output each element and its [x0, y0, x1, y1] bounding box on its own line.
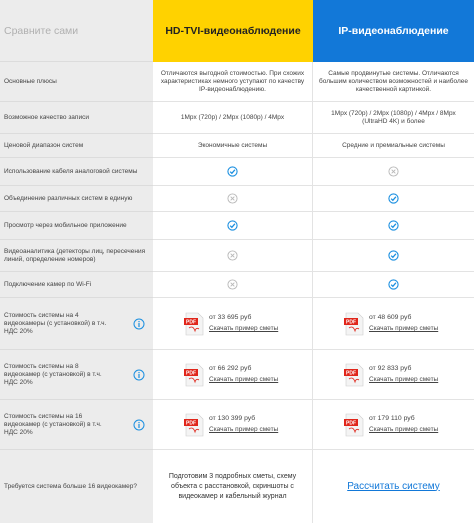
check-icon: [227, 220, 238, 231]
ip-cost8-cell: [313, 350, 474, 400]
pdf-icon[interactable]: [183, 413, 205, 437]
tvi-wifi-cell: [153, 272, 313, 298]
ip-price-16: от 179 110 руб: [369, 415, 415, 422]
tvi-price-4: от 33 695 руб: [209, 314, 252, 321]
svg-text:PDF: PDF: [346, 370, 356, 376]
table-row: [0, 62, 474, 102]
row-label: [0, 298, 153, 350]
pdf-icon[interactable]: [343, 363, 365, 387]
table-header: [0, 0, 474, 62]
row-label: [0, 400, 153, 450]
tvi-analytics-cell: [153, 240, 313, 272]
row-label: Ценовой диапазон систем: [0, 134, 153, 158]
ip-cost16-cell: [313, 400, 474, 450]
table-row: [0, 450, 474, 523]
ip-price-4: от 48 609 руб: [369, 314, 412, 321]
tvi-price-range: Экономичные системы: [153, 134, 313, 158]
svg-text:PDF: PDF: [346, 319, 356, 325]
row-label: Основные плюсы: [0, 62, 153, 102]
cross-icon: [227, 193, 238, 204]
tvi-advantages: Отличаются выгодной стоимостью. При схожих характеристиках немного уступают по качеству IP-видеонаблюдению.: [153, 62, 313, 102]
tvi-combine-cell: [153, 186, 313, 212]
tvi-cost16-cell: [153, 400, 313, 450]
row-label: Видеоаналитика (детекторы лиц, пересечения линий, определение номеров): [0, 240, 153, 272]
table-row: [0, 240, 474, 272]
check-icon: [388, 220, 399, 231]
table-row: [0, 102, 474, 134]
row-label: Объединение различных систем в единую: [0, 186, 153, 212]
table-row: [0, 298, 474, 350]
check-icon: [388, 250, 399, 261]
row-label: Требуется система больше 16 видеокамер?: [0, 450, 153, 523]
info-icon[interactable]: [133, 419, 145, 431]
download-estimate-link[interactable]: Скачать пример сметы: [369, 426, 439, 433]
table-row: [0, 212, 474, 240]
table-row: [0, 134, 474, 158]
ip-analytics-cell: [313, 240, 474, 272]
download-estimate-link[interactable]: Скачать пример сметы: [209, 426, 279, 433]
row-label: [0, 350, 153, 400]
ip-cost4-cell: [313, 298, 474, 350]
check-icon: [388, 193, 399, 204]
ip-analog-cable-cell: [313, 158, 474, 186]
ip-price-range: Средние и премиальные системы: [313, 134, 474, 158]
tvi-cost4-cell: [153, 298, 313, 350]
svg-text:PDF: PDF: [346, 420, 356, 426]
tvi-price-16: от 130 399 руб: [209, 415, 256, 422]
calculate-system-link[interactable]: Рассчитать систему: [347, 480, 440, 492]
tvi-analog-cable-cell: [153, 158, 313, 186]
download-estimate-link[interactable]: Скачать пример сметы: [209, 325, 279, 332]
svg-text:PDF: PDF: [186, 420, 196, 426]
table-row: [0, 350, 474, 400]
cross-icon: [227, 250, 238, 261]
download-estimate-link[interactable]: Скачать пример сметы: [209, 376, 279, 383]
svg-text:PDF: PDF: [186, 319, 196, 325]
ip-price-8: от 92 833 руб: [369, 365, 412, 372]
ip-quality: 1Mpx (720p) / 2Mpx (1080p) / 4Mpx / 8Mpx (UltraHD 4K) и более: [313, 102, 474, 134]
compare-heading: Сравните сами: [0, 0, 153, 62]
ip-advantages: Самые продвинутые системы. Отличаются большим количеством возможностей и наиболее качественной картинкой.: [313, 62, 474, 102]
pdf-icon[interactable]: [343, 312, 365, 336]
table-row: [0, 186, 474, 212]
tvi-quality: 1Mpx (720p) / 2Mpx (1080p) / 4Mpx: [153, 102, 313, 134]
ip-wifi-cell: [313, 272, 474, 298]
price-block: [369, 365, 438, 384]
info-icon[interactable]: [133, 318, 145, 330]
row-label: Использование кабеля аналоговой системы: [0, 158, 153, 186]
download-estimate-link[interactable]: Скачать пример сметы: [369, 325, 439, 332]
cross-icon: [388, 166, 399, 177]
row-label-text: Стоимость системы на 4 видеокамеры (с установкой) в т.ч. НДС 20%: [4, 311, 107, 335]
price-block: [209, 415, 278, 434]
check-icon: [227, 166, 238, 177]
price-block: [369, 314, 438, 333]
ip-calc-cell: [313, 450, 474, 523]
svg-text:PDF: PDF: [186, 370, 196, 376]
tvi-mobile-cell: [153, 212, 313, 240]
tvi-cost8-cell: [153, 350, 313, 400]
pdf-icon[interactable]: [343, 413, 365, 437]
table-row: [0, 400, 474, 450]
pdf-icon[interactable]: [183, 312, 205, 336]
price-block: [369, 415, 438, 434]
table-row: [0, 272, 474, 298]
row-label-text: Стоимость системы на 16 видеокамер (с установкой) в т.ч. НДС 20%: [4, 412, 102, 436]
ip-combine-cell: [313, 186, 474, 212]
row-label: Просмотр через мобильное приложение: [0, 212, 153, 240]
pdf-icon[interactable]: [183, 363, 205, 387]
tvi-price-8: от 66 292 руб: [209, 365, 252, 372]
ip-mobile-cell: [313, 212, 474, 240]
download-estimate-link[interactable]: Скачать пример сметы: [369, 376, 439, 383]
price-block: [209, 314, 278, 333]
row-label: Возможное качество записи: [0, 102, 153, 134]
cross-icon: [227, 279, 238, 290]
tvi-offer-text: Подготовим 3 подробных сметы, схему объекта с расстановкой, скриншоты с видеокамер и кабельный журнал: [153, 450, 313, 523]
ip-column-title: IP-видеонаблюдение: [313, 0, 474, 62]
price-block: [209, 365, 278, 384]
tvi-column-title: HD-TVI-видеонаблюдение: [153, 0, 313, 62]
row-label: Подключение камер по Wi-Fi: [0, 272, 153, 298]
check-icon: [388, 279, 399, 290]
row-label-text: Стоимость системы на 8 видеокамер (с установкой) в т.ч. НДС 20%: [4, 362, 102, 386]
info-icon[interactable]: [133, 369, 145, 381]
table-row: [0, 158, 474, 186]
